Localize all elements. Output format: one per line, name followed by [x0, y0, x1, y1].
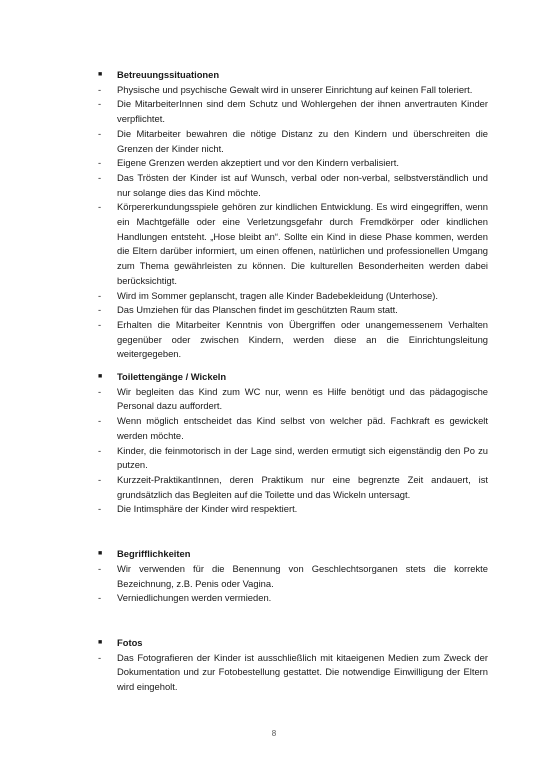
list-item-text: Physische und psychische Gewalt wird in unserer Einrichtung auf keinen Fall toleriert. [117, 83, 473, 95]
list-item-text: Eigene Grenzen werden akzeptiert und vor den Kindern verbalisiert. [117, 157, 399, 169]
dash-icon: - [98, 304, 102, 316]
list-item-text: Die Mitarbeiter bewahren die nötige Distanz zu den Kindern und überschreiten die Grenzen der Kinder nicht. [117, 127, 488, 154]
dash-icon: - [98, 503, 102, 515]
section-begrifflichkeiten [96, 547, 488, 606]
list-item-text: Die Intimsphäre der Kinder wird respektiert. [117, 503, 298, 515]
list-item [96, 502, 488, 517]
dash-icon: - [98, 83, 102, 95]
bullet-square-icon: ■ [98, 638, 103, 646]
list-item [96, 444, 488, 473]
list-item-text: Das Fotografieren der Kinder ist ausschließlich mit kitaeigenen Medien zum Zweck der Dokumentation und zur Fotobestellung gestattet. Die notwendige Einwilligung der Eltern wird eingeholt. [117, 651, 488, 693]
list-item-text: Das Umziehen für das Planschen findet im geschützten Raum statt. [117, 304, 398, 316]
section-heading [96, 636, 488, 651]
bullet-square-icon: ■ [98, 550, 103, 558]
list-item-text: Wir begleiten das Kind zum WC nur, wenn es Hilfe benötigt und das pädagogische Personal dazu auffordert. [117, 385, 488, 412]
bullet-square-icon: ■ [98, 71, 103, 78]
list-item-text: Die MitarbeiterInnen sind dem Schutz und Wohlergehen der ihnen anvertrauten Kinder verpflichtet. [117, 98, 488, 125]
list-item [96, 97, 488, 126]
dash-icon: - [98, 157, 102, 169]
dash-icon: - [98, 289, 102, 301]
section-heading-text: Toilettengänge / Wickeln [117, 371, 227, 383]
bullet-square-icon: ■ [98, 373, 103, 381]
list-item [96, 127, 488, 156]
section-heading-text: Fotos [117, 636, 143, 648]
dash-icon: - [98, 127, 102, 139]
list-item-text: Das Trösten der Kinder ist auf Wunsch, verbal oder non-verbal, selbstverständlich und nur solange dies das Kind möchte. [117, 171, 488, 198]
dash-icon: - [98, 473, 102, 485]
list-item-text: Verniedlichungen werden vermieden. [117, 592, 272, 604]
section-heading [96, 547, 488, 562]
section-heading [96, 68, 488, 83]
list-item-text: Kurzzeit-PraktikantInnen, deren Praktikum nur eine begrenzte Zeit andauert, ist grundsätzlich das Begleiten auf die Toilette und das Wickeln untersagt. [117, 473, 488, 500]
dash-icon: - [98, 385, 102, 397]
section-heading-text: Begrifflichkeiten [117, 548, 191, 560]
spacer [96, 517, 488, 547]
dash-icon: - [98, 592, 102, 604]
spacer [96, 606, 488, 636]
list-item-text: Erhalten die Mitarbeiter Kenntnis von Übergriffen oder unangemessenem Verhalten gegenüber oder zwischen Kindern, werden diese an die Einrichtungsleitung weitergegeben. [117, 318, 488, 360]
list-item [96, 156, 488, 171]
list-item [96, 303, 488, 318]
section-heading-text: Betreuungssituationen [117, 69, 220, 80]
list-item [96, 200, 488, 288]
dash-icon: - [98, 171, 102, 183]
list-item-text: Wir verwenden für die Benennung von Geschlechtsorganen stets die korrekte Bezeichnung, z.B. Penis oder Vagina. [117, 562, 488, 589]
dash-icon: - [98, 98, 102, 110]
dash-icon: - [98, 318, 102, 330]
list-item-text: Kinder, die feinmotorisch in der Lage sind, werden ermutigt sich eigenständig den Po zu putzen. [117, 444, 488, 471]
list-item [96, 651, 488, 695]
list-item-text: Körpererkundungsspiele gehören zur kindlichen Entwicklung. Es wird eingegriffen, wenn ein Machtgefälle oder eine Verletzungsgefahr durch Fremdkörper oder kindlichen Handlungen entsteht. „Hose bleibt an“. Sollte ein Kind in diese Phase kommen, werden die Eltern darüber informiert, um einen offenen, natürlichen und professionellen Umgang zum Thema gewährleisten zu können. Die kulturellen Besonderheiten werden dabei berücksichtigt. [117, 201, 488, 286]
list-item [96, 385, 488, 414]
dash-icon: - [98, 201, 102, 213]
list-item-text: Wird im Sommer geplanscht, tragen alle Kinder Badebekleidung (Unterhose). [117, 289, 438, 301]
list-item [96, 83, 488, 98]
section-toilettengaenge [96, 370, 488, 517]
list-item [96, 318, 488, 362]
section-fotos [96, 636, 488, 695]
section-heading [96, 370, 488, 385]
list-item [96, 591, 488, 606]
page-number: 8 [271, 729, 277, 738]
list-item-text: Wenn möglich entscheidet das Kind selbst von welcher päd. Fachkraft es gewickelt werden möchte. [117, 415, 488, 441]
list-item [96, 289, 488, 304]
dash-icon: - [98, 415, 102, 427]
dash-icon: - [98, 562, 102, 574]
list-item [96, 414, 488, 443]
dash-icon: - [98, 444, 102, 456]
page-content [96, 68, 488, 695]
section-betreuungssituationen [96, 68, 488, 362]
dash-icon: - [98, 651, 102, 663]
list-item [96, 171, 488, 200]
list-item [96, 562, 488, 591]
list-item [96, 473, 488, 502]
spacer [96, 362, 488, 370]
